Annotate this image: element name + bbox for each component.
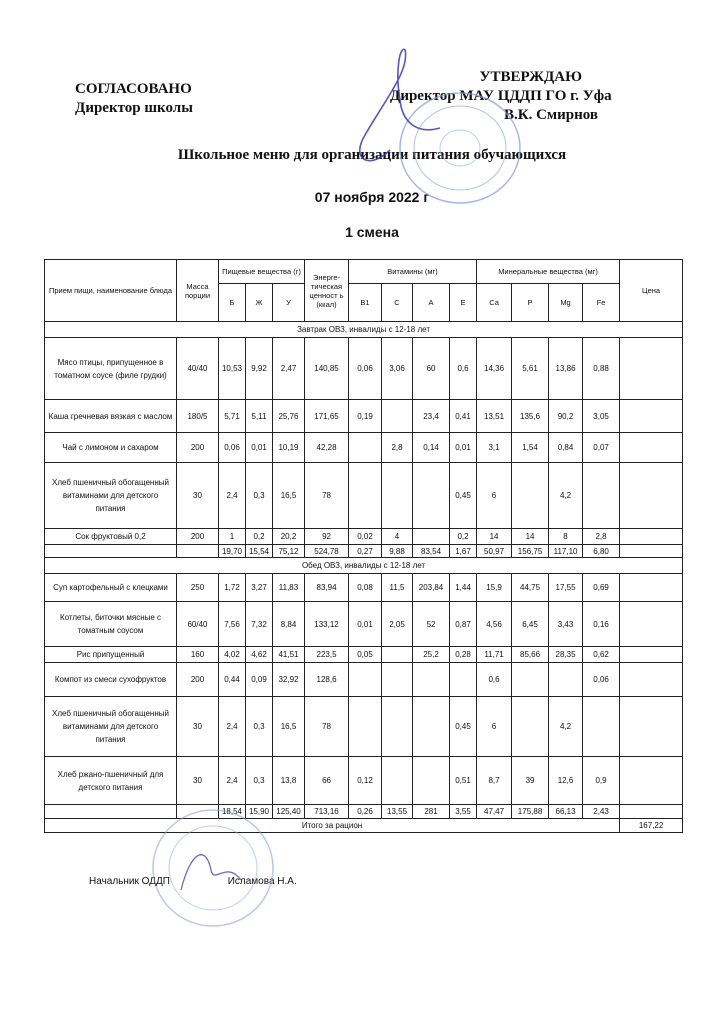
cell-zh: 4,62 — [246, 647, 273, 663]
cell-a — [413, 529, 450, 545]
cell-b: 7,56 — [219, 602, 246, 647]
cell-kcal: 223,5 — [305, 647, 349, 663]
cell-price — [620, 400, 683, 433]
cell-b1 — [349, 463, 382, 529]
col-header-c: С — [382, 284, 413, 322]
cell-zh: 5,11 — [246, 400, 273, 433]
cell-kcal: 133,12 — [305, 602, 349, 647]
total-a: 83,54 — [413, 545, 450, 558]
cell-e: 0,2 — [450, 529, 477, 545]
cell-fe: 0,07 — [583, 433, 620, 463]
ration-total-row — [45, 819, 683, 833]
cell-c — [382, 400, 413, 433]
cell-b1: 0,06 — [349, 338, 382, 400]
col-header-e: Е — [450, 284, 477, 322]
cell-price — [620, 647, 683, 663]
cell-b: 10,53 — [219, 338, 246, 400]
dish-mass: 30 — [177, 697, 219, 757]
cell-b: 0,44 — [219, 663, 246, 697]
table-row — [45, 338, 683, 400]
document-title: Школьное меню для организации питания обучающихся — [177, 147, 567, 163]
table-row — [45, 433, 683, 463]
total-name-cell — [45, 805, 177, 819]
cell-mg: 13,86 — [549, 338, 583, 400]
cell-b1 — [349, 663, 382, 697]
total-zh: 15,54 — [246, 545, 273, 558]
cell-p: 85,66 — [512, 647, 549, 663]
total-mg: 117,10 — [549, 545, 583, 558]
cell-zh: 0,3 — [246, 697, 273, 757]
total-mass-cell — [177, 545, 219, 558]
cell-b1: 0,05 — [349, 647, 382, 663]
cell-kcal: 42,28 — [305, 433, 349, 463]
approved-person: В.К. Смирнов — [503, 107, 598, 123]
col-header-nutrients: Пищевые вещества (г) — [219, 260, 305, 284]
section-row — [45, 558, 683, 574]
dish-mass: 30 — [177, 463, 219, 529]
cell-b1 — [349, 697, 382, 757]
cell-mg: 28,35 — [549, 647, 583, 663]
total-kcal: 524,78 — [305, 545, 349, 558]
dish-mass: 30 — [177, 757, 219, 805]
col-header-energy: Энерге-тическая ценност ь (ккал) — [305, 260, 349, 322]
agreed-position: Директор школы — [75, 100, 193, 116]
cell-c — [382, 647, 413, 663]
cell-c: 4 — [382, 529, 413, 545]
cell-zh: 9,92 — [246, 338, 273, 400]
dish-mass: 250 — [177, 574, 219, 602]
cell-fe — [583, 697, 620, 757]
col-header-mass: Масса порции — [177, 260, 219, 322]
total-fe: 6,80 — [583, 545, 620, 558]
cell-p — [512, 663, 549, 697]
cell-ca: 14,36 — [477, 338, 512, 400]
dish-name: Сок фруктовый 0,2 — [45, 529, 177, 545]
table-row — [45, 529, 683, 545]
cell-c: 2,8 — [382, 433, 413, 463]
cell-zh: 0,3 — [246, 757, 273, 805]
cell-b: 1,72 — [219, 574, 246, 602]
cell-e: 0,01 — [450, 433, 477, 463]
cell-price — [620, 697, 683, 757]
cell-fe: 0,9 — [583, 757, 620, 805]
agreed-label: СОГЛАСОВАНО — [75, 81, 192, 97]
cell-u: 32,92 — [273, 663, 305, 697]
col-header-b: Б — [219, 284, 246, 322]
col-header-price: Цена — [620, 260, 683, 322]
total-c: 13,55 — [382, 805, 413, 819]
cell-price — [620, 663, 683, 697]
table-row — [45, 697, 683, 757]
cell-e: 0,51 — [450, 757, 477, 805]
cell-a: 23,4 — [413, 400, 450, 433]
cell-zh: 0,3 — [246, 463, 273, 529]
cell-u: 10,19 — [273, 433, 305, 463]
section-total-row — [45, 805, 683, 819]
dish-name: Хлеб пшеничный обогащенный витаминами для детского питания — [45, 463, 177, 529]
col-header-mg: Mg — [549, 284, 583, 322]
cell-a — [413, 697, 450, 757]
section-row — [45, 322, 683, 338]
cell-b1 — [349, 433, 382, 463]
cell-fe: 0,06 — [583, 663, 620, 697]
total-price — [620, 545, 683, 558]
cell-u: 16,5 — [273, 463, 305, 529]
cell-a: 52 — [413, 602, 450, 647]
dish-name: Мясо птицы, припущенное в томатном соусе (филе грудки) — [45, 338, 177, 400]
cell-b: 2,4 — [219, 757, 246, 805]
total-b1: 0,26 — [349, 805, 382, 819]
approved-label: УТВЕРЖДАЮ — [479, 69, 582, 85]
cell-c — [382, 463, 413, 529]
cell-mg: 4,2 — [549, 697, 583, 757]
cell-zh: 0,2 — [246, 529, 273, 545]
cell-mg: 90,2 — [549, 400, 583, 433]
cell-u: 25,76 — [273, 400, 305, 433]
cell-b: 4,02 — [219, 647, 246, 663]
cell-kcal: 128,6 — [305, 663, 349, 697]
cell-a — [413, 757, 450, 805]
cell-c — [382, 757, 413, 805]
dish-name: Суп картофельный с клецками — [45, 574, 177, 602]
cell-price — [620, 529, 683, 545]
section-title: Обед ОВЗ, инвалиды с 12-18 лет — [45, 558, 683, 574]
cell-b: 5,71 — [219, 400, 246, 433]
cell-a: 0,14 — [413, 433, 450, 463]
cell-a: 60 — [413, 338, 450, 400]
col-header-name: Прием пищи, наименование блюда — [45, 260, 177, 322]
cell-kcal: 66 — [305, 757, 349, 805]
footer-signature-line — [89, 876, 352, 887]
total-kcal: 713,16 — [305, 805, 349, 819]
cell-ca: 14 — [477, 529, 512, 545]
cell-mg: 8 — [549, 529, 583, 545]
dish-name: Хлеб пшеничный обогащенный витаминами для детского питания — [45, 697, 177, 757]
cell-c — [382, 697, 413, 757]
cell-b1: 0,19 — [349, 400, 382, 433]
cell-ca: 15,9 — [477, 574, 512, 602]
total-zh: 15,90 — [246, 805, 273, 819]
cell-kcal: 140,85 — [305, 338, 349, 400]
cell-p — [512, 463, 549, 529]
cell-zh: 0,09 — [246, 663, 273, 697]
cell-zh: 3,27 — [246, 574, 273, 602]
dish-name: Рис припущенный — [45, 647, 177, 663]
dish-mass: 200 — [177, 663, 219, 697]
total-e: 1,67 — [450, 545, 477, 558]
cell-e: 0,45 — [450, 697, 477, 757]
cell-fe — [583, 463, 620, 529]
cell-price — [620, 338, 683, 400]
cell-p: 135,6 — [512, 400, 549, 433]
cell-fe: 0,88 — [583, 338, 620, 400]
cell-c: 11,5 — [382, 574, 413, 602]
total-u: 75,12 — [273, 545, 305, 558]
col-header-p: Р — [512, 284, 549, 322]
cell-a: 203,84 — [413, 574, 450, 602]
cell-fe: 0,62 — [583, 647, 620, 663]
cell-b1: 0,01 — [349, 602, 382, 647]
cell-u: 11,83 — [273, 574, 305, 602]
cell-price — [620, 602, 683, 647]
cell-ca: 11,71 — [477, 647, 512, 663]
cell-c — [382, 663, 413, 697]
total-b1: 0,27 — [349, 545, 382, 558]
footer-position: Начальник ОДДП — [89, 876, 170, 887]
cell-mg: 4,2 — [549, 463, 583, 529]
cell-a — [413, 463, 450, 529]
table-row — [45, 602, 683, 647]
cell-price — [620, 757, 683, 805]
total-ca: 50,97 — [477, 545, 512, 558]
cell-b1: 0,02 — [349, 529, 382, 545]
cell-mg — [549, 663, 583, 697]
document-shift: 1 смена — [345, 224, 399, 240]
cell-kcal: 92 — [305, 529, 349, 545]
cell-fe: 0,69 — [583, 574, 620, 602]
cell-u: 13,8 — [273, 757, 305, 805]
approval-agreed-block — [75, 80, 193, 118]
col-header-ca: Са — [477, 284, 512, 322]
total-b: 19,70 — [219, 545, 246, 558]
table-row — [45, 757, 683, 805]
cell-kcal: 171,65 — [305, 400, 349, 433]
cell-ca: 13,51 — [477, 400, 512, 433]
cell-price — [620, 574, 683, 602]
cell-e: 0,87 — [450, 602, 477, 647]
approved-position: Директор МАУ ЦДДП ГО г. Уфа — [390, 88, 612, 104]
table-row — [45, 574, 683, 602]
cell-p: 14 — [512, 529, 549, 545]
cell-e: 0,6 — [450, 338, 477, 400]
dish-name: Каша гречневая вязкая с маслом — [45, 400, 177, 433]
cell-c: 3,06 — [382, 338, 413, 400]
dish-name: Компот из смеси сухофруктов — [45, 663, 177, 697]
head-signature-icon — [176, 840, 246, 900]
cell-p — [512, 697, 549, 757]
table-row — [45, 400, 683, 433]
cell-a: 25,2 — [413, 647, 450, 663]
total-mg: 66,13 — [549, 805, 583, 819]
cell-p: 5,61 — [512, 338, 549, 400]
cell-fe: 3,05 — [583, 400, 620, 433]
col-header-zh: Ж — [246, 284, 273, 322]
cell-u: 2,47 — [273, 338, 305, 400]
cell-e: 1,44 — [450, 574, 477, 602]
cell-b: 0,06 — [219, 433, 246, 463]
cell-mg: 3,43 — [549, 602, 583, 647]
table-row — [45, 463, 683, 529]
col-header-minerals: Минеральные вещества (мг) — [477, 260, 620, 284]
cell-c: 2,05 — [382, 602, 413, 647]
cell-u: 16,5 — [273, 697, 305, 757]
cell-kcal: 83,94 — [305, 574, 349, 602]
dish-mass: 40/40 — [177, 338, 219, 400]
cell-price — [620, 463, 683, 529]
cell-u: 8,84 — [273, 602, 305, 647]
cell-b: 2,4 — [219, 697, 246, 757]
cell-e: 0,28 — [450, 647, 477, 663]
cell-b1: 0,12 — [349, 757, 382, 805]
cell-kcal: 78 — [305, 463, 349, 529]
total-fe: 2,43 — [583, 805, 620, 819]
document-date: 07 ноября 2022 г — [314, 189, 430, 205]
total-a: 281 — [413, 805, 450, 819]
cell-p: 39 — [512, 757, 549, 805]
cell-p: 1,54 — [512, 433, 549, 463]
dish-mass: 200 — [177, 433, 219, 463]
cell-e: 0,41 — [450, 400, 477, 433]
col-header-fe: Fe — [583, 284, 620, 322]
cell-mg: 17,55 — [549, 574, 583, 602]
cell-u: 20,2 — [273, 529, 305, 545]
total-p: 156,75 — [512, 545, 549, 558]
total-name-cell — [45, 545, 177, 558]
cell-ca: 4,56 — [477, 602, 512, 647]
col-header-a: А — [413, 284, 450, 322]
menu-table — [44, 259, 683, 833]
total-c: 9,88 — [382, 545, 413, 558]
cell-ca: 0,6 — [477, 663, 512, 697]
ration-total-price: 167,22 — [620, 819, 683, 833]
total-p: 175,88 — [512, 805, 549, 819]
approval-approved-block — [390, 68, 620, 125]
cell-ca: 3,1 — [477, 433, 512, 463]
cell-fe: 0,16 — [583, 602, 620, 647]
cell-mg: 0,84 — [549, 433, 583, 463]
dish-mass: 160 — [177, 647, 219, 663]
table-row — [45, 663, 683, 697]
section-total-row — [45, 545, 683, 558]
cell-b: 2,4 — [219, 463, 246, 529]
col-header-b1: В1 — [349, 284, 382, 322]
cell-u: 41,51 — [273, 647, 305, 663]
cell-p: 6,45 — [512, 602, 549, 647]
cell-p: 44,75 — [512, 574, 549, 602]
total-u: 125,40 — [273, 805, 305, 819]
cell-mg: 12,6 — [549, 757, 583, 805]
cell-zh: 7,32 — [246, 602, 273, 647]
cell-b: 1 — [219, 529, 246, 545]
cell-ca: 8,7 — [477, 757, 512, 805]
col-header-vitamins: Витамины (мг) — [349, 260, 477, 284]
cell-b1: 0,08 — [349, 574, 382, 602]
cell-ca: 6 — [477, 697, 512, 757]
dish-mass: 60/40 — [177, 602, 219, 647]
cell-kcal: 78 — [305, 697, 349, 757]
cell-price — [620, 433, 683, 463]
cell-a — [413, 663, 450, 697]
dish-mass: 180/5 — [177, 400, 219, 433]
menu-table-body — [45, 322, 683, 833]
table-header-row-1 — [45, 260, 683, 284]
section-title: Завтрак ОВЗ, инвалиды с 12-18 лет — [45, 322, 683, 338]
dish-name: Котлеты, биточки мясные с томатным соусом — [45, 602, 177, 647]
cell-fe: 2,8 — [583, 529, 620, 545]
col-header-u: У — [273, 284, 305, 322]
total-ca: 47,47 — [477, 805, 512, 819]
ration-total-label: Итого за рацион — [45, 819, 620, 833]
dish-name: Чай с лимоном и сахаром — [45, 433, 177, 463]
table-row — [45, 647, 683, 663]
total-price — [620, 805, 683, 819]
dish-name: Хлеб ржано-пшеничный для детского питания — [45, 757, 177, 805]
cell-e — [450, 663, 477, 697]
footer-person: Исламова Н.А. — [227, 876, 297, 887]
cell-ca: 6 — [477, 463, 512, 529]
total-b: 18,54 — [219, 805, 246, 819]
dish-mass: 200 — [177, 529, 219, 545]
total-mass-cell — [177, 805, 219, 819]
total-e: 3,55 — [450, 805, 477, 819]
cell-zh: 0,01 — [246, 433, 273, 463]
cell-e: 0,45 — [450, 463, 477, 529]
